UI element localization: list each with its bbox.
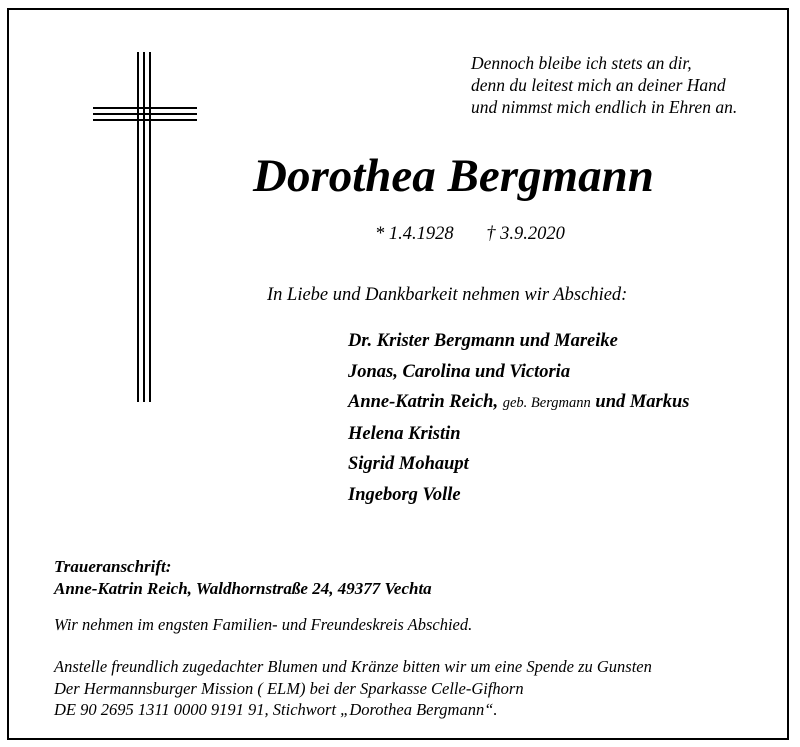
verse-line: Dennoch bleibe ich stets an dir, [471,53,692,73]
mourner-line: Ingeborg Volle [348,484,461,505]
mourners-list [348,326,690,510]
donation-line: Der Hermannsburger Mission ( ELM) bei der Sparkasse Celle-Gifhorn [54,678,524,698]
mourner-partner: und Markus [595,392,690,412]
obituary-frame [7,8,789,740]
mourner-line [348,387,690,419]
farewell-intro: In Liebe und Dankbarkeit nehmen wir Abschied: [267,285,628,305]
verse-line: denn du leitest mich an deiner Hand [471,75,726,95]
bible-verse [471,52,737,118]
mourner-line: Dr. Krister Bergmann und Mareike [348,331,618,351]
mourning-address [54,556,432,600]
mourner-line: Helena Kristin [348,423,461,444]
deceased-name: Dorothea Bergmann [253,150,654,202]
donation-line: DE 90 2695 1311 0000 9191 91, Stichwort „Dorothea Bergmann“. [54,700,498,719]
private-farewell-notice: Wir nehmen im engsten Familien- und Freundeskreis Abschied. [54,615,473,634]
donation-request [54,656,652,721]
address-label: Traueranschrift: [54,557,172,576]
birth-date: * 1.4.1928 [375,224,454,244]
mourner-name: Anne-Katrin Reich, [348,392,499,412]
verse-line: und nimmst mich endlich in Ehren an. [471,97,738,117]
mourner-line: Jonas, Carolina und Victoria [348,361,571,382]
address-value: Anne-Katrin Reich, Waldhornstraße 24, 49377 Vechta [54,579,432,598]
life-dates [375,222,565,246]
maiden-name: geb. Bergmann [502,395,591,411]
mourner-line: Sigrid Mohaupt [348,454,469,474]
donation-line: Anstelle freundlich zugedachter Blumen und Kränze bitten wir um eine Spende zu Gunsten [54,657,652,676]
death-date: † 3.9.2020 [486,224,565,244]
cross-icon [93,52,197,402]
